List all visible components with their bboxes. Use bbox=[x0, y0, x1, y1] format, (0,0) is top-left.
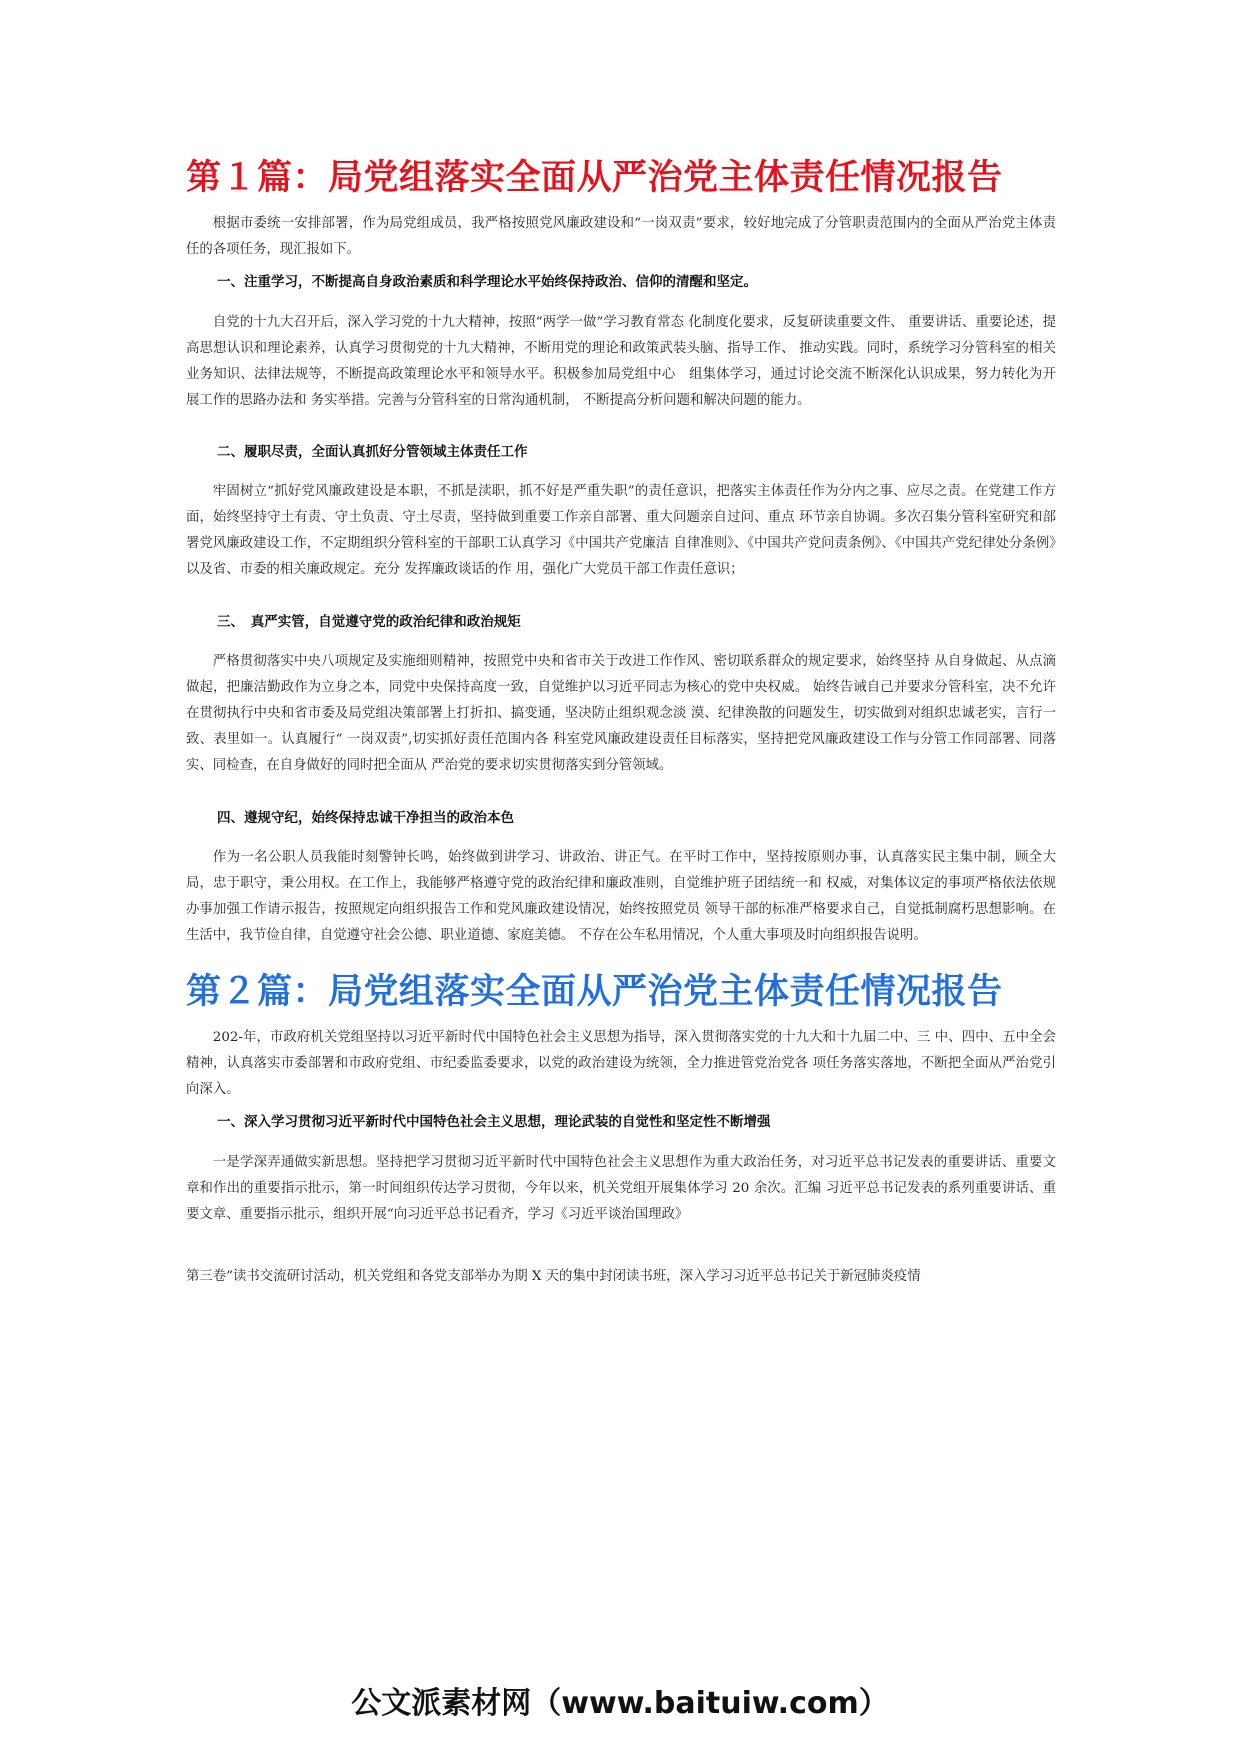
report-1-heading-2: 二、履职尽责，全面认真抓好分管领域主体责任工作 bbox=[217, 444, 528, 460]
report-1-title: 第１篇：局党组落实全面从严治党主体责任情况报告 bbox=[186, 158, 1003, 198]
report-1-paragraph-2: 牢固树立“抓好党风廉政建设是本职，不抓是渎职，抓不好是严重失职”的责任意识，把落实主体责任作为分内之事、应尽之责。在党建工作方面，始终坚持守土有责、守土负责、守土尽责，坚持做到重要工作亲自部署、重大问题亲自过问、重点 环节亲自协调。多次召集分管科室研究和部署党风廉政建设工作，不定期组织分管科室的干部职工认真学习《中国共产党廉洁 自律准则》、《中国共产党问责条例》、《中国共产党纪律处分条例》以及省、市委的相关廉政规定。充分 发挥廉政谈话的作 用，强化广大党员干部工作责任意识； bbox=[186, 484, 1056, 577]
report-1-paragraph-4: 作为一名公职人员我能时刻警钟长鸣，始终做到讲学习、讲政治、讲正气。在平时工作中，坚持按原则办事，认真落实民主集中制，顾全大局，忠于职守，秉公用权。在工作上，我能够严格遵守党的政治纪律和廉政准则，自觉维护班子团结统一和 权威，对集体议定的事项严格依法依规办事加强工作请示报告，按照规定向组织报告工作和党风廉政建设情况，始终按照党员 领导干部的标准严格要求自己，自觉抵制腐朽思想影响。在生活中，我节俭自律，自觉遵守社会公德、职业道德、家庭美德。 不存在公车私用情况，个人重大事项及时向组织报告说明。 bbox=[186, 850, 1056, 943]
report-1-intro: 根据市委统一安排部署，作为局党组成员，我严格按照党风廉政建设和“一岗双责”要求，较好地完成了分管职责范围内的全面从严治党主体责任的各项任务，现汇报如下。 bbox=[186, 216, 1056, 257]
report-2-paragraph-1: 一是学深弄通做实新思想。坚持把学习贯彻习近平新时代中国特色社会主义思想作为重大政治任务，对习近平总书记发表的重要讲话、重要文章和作出的重要指示批示，第一时间组织传达学习贯彻，今年以来，机关党组开展集体学习 20 余次。汇编 习近平总书记发表的系列重要讲话、重要文章、重要指示批示，组织开展“向习近平总书记看齐，学习《习近平谈治国理政》 bbox=[186, 1155, 1056, 1222]
report-1-paragraph-3: 严格贯彻落实中央八项规定及实施细则精神，按照党中央和省市关于改进工作作风、密切联系群众的规定要求，始终坚持 从自身做起、从点滴做起，把廉洁勤政作为立身之本，同党中央保持高度一致，自觉维护以习近平同志为核心的党中央权威。 始终告诫自己并要求分管科室，决不允许在贯彻执行中央和省市委及局党组决策部署上打折扣、搞变通，坚决防止组织观念淡 漠、纪律涣散的问题发生，切实做到对组织忠诚老实，言行一致、表里如一。认真履行“ 一岗双责”,切实抓好责任范围内各 科室党风廉政建设责任目标落实，坚持把党风廉政建设工作与分管工作同部署、同落实、同检查，在自身做好的同时把全面从 严治党的要求切实贯彻落实到分管领域。 bbox=[186, 654, 1056, 773]
report-1-paragraph-1: 自党的十九大召开后，深入学习党的十九大精神，按照“两学一做”学习教育常态 化制度化要求，反复研读重要文件、 重要讲话、重要论述，提高思想认识和理论素养，认真学习贯彻党的十九大精神，不断用党的理论和政策武装头脑、指导工作、 推动实践。同时，系统学习分管科室的相关业务知识、法律法规等，不断提高政策理论水平和领导水平。积极参加局党组中心 组集体学习，通过讨论交流不断深化认识成果，努力转化为开展工作的思路办法和 务实举措。完善与分管科室的日常沟通机制， 不断提高分析问题和解决问题的能力。 bbox=[186, 315, 1056, 408]
report-2-intro: 202-年，市政府机关党组坚持以习近平新时代中国特色社会主义思想为指导，深入贯彻落实党的十九大和十九届二中、三 中、四中、五中全会精神，认真落实市委部署和市政府党组、市纪委监委要求，以党的政治建设为统领，全力推进管党治党各 项任务落实落地，不断把全面从严治党引向深入。 bbox=[186, 1030, 1056, 1097]
report-1-heading-1: 一、注重学习，不断提高自身政治素质和科学理论水平始终保持政治、信仰的清醒和坚定。 bbox=[217, 274, 757, 290]
report-1-heading-3: 三、 真严实管，自觉遵守党的政治纪律和政治规矩 bbox=[217, 614, 521, 630]
footer-watermark: 公文派素材网（www.baituiw.com） bbox=[351, 1686, 889, 1721]
report-2-paragraph-2: 第三卷”读书交流研讨活动，机关党组和各党支部举办为期 X 天的集中封闭读书班，深入学习习近平总书记关于新冠肺炎疫情 bbox=[186, 1269, 921, 1284]
report-2-heading-1: 一、深入学习贯彻习近平新时代中国特色社会主义思想，理论武装的自觉性和坚定性不断增强 bbox=[217, 1114, 771, 1130]
report-1-heading-4: 四、遵规守纪，始终保持忠诚干净担当的政治本色 bbox=[217, 810, 514, 826]
report-2-title: 第２篇：局党组落实全面从严治党主体责任情况报告 bbox=[186, 972, 1003, 1012]
